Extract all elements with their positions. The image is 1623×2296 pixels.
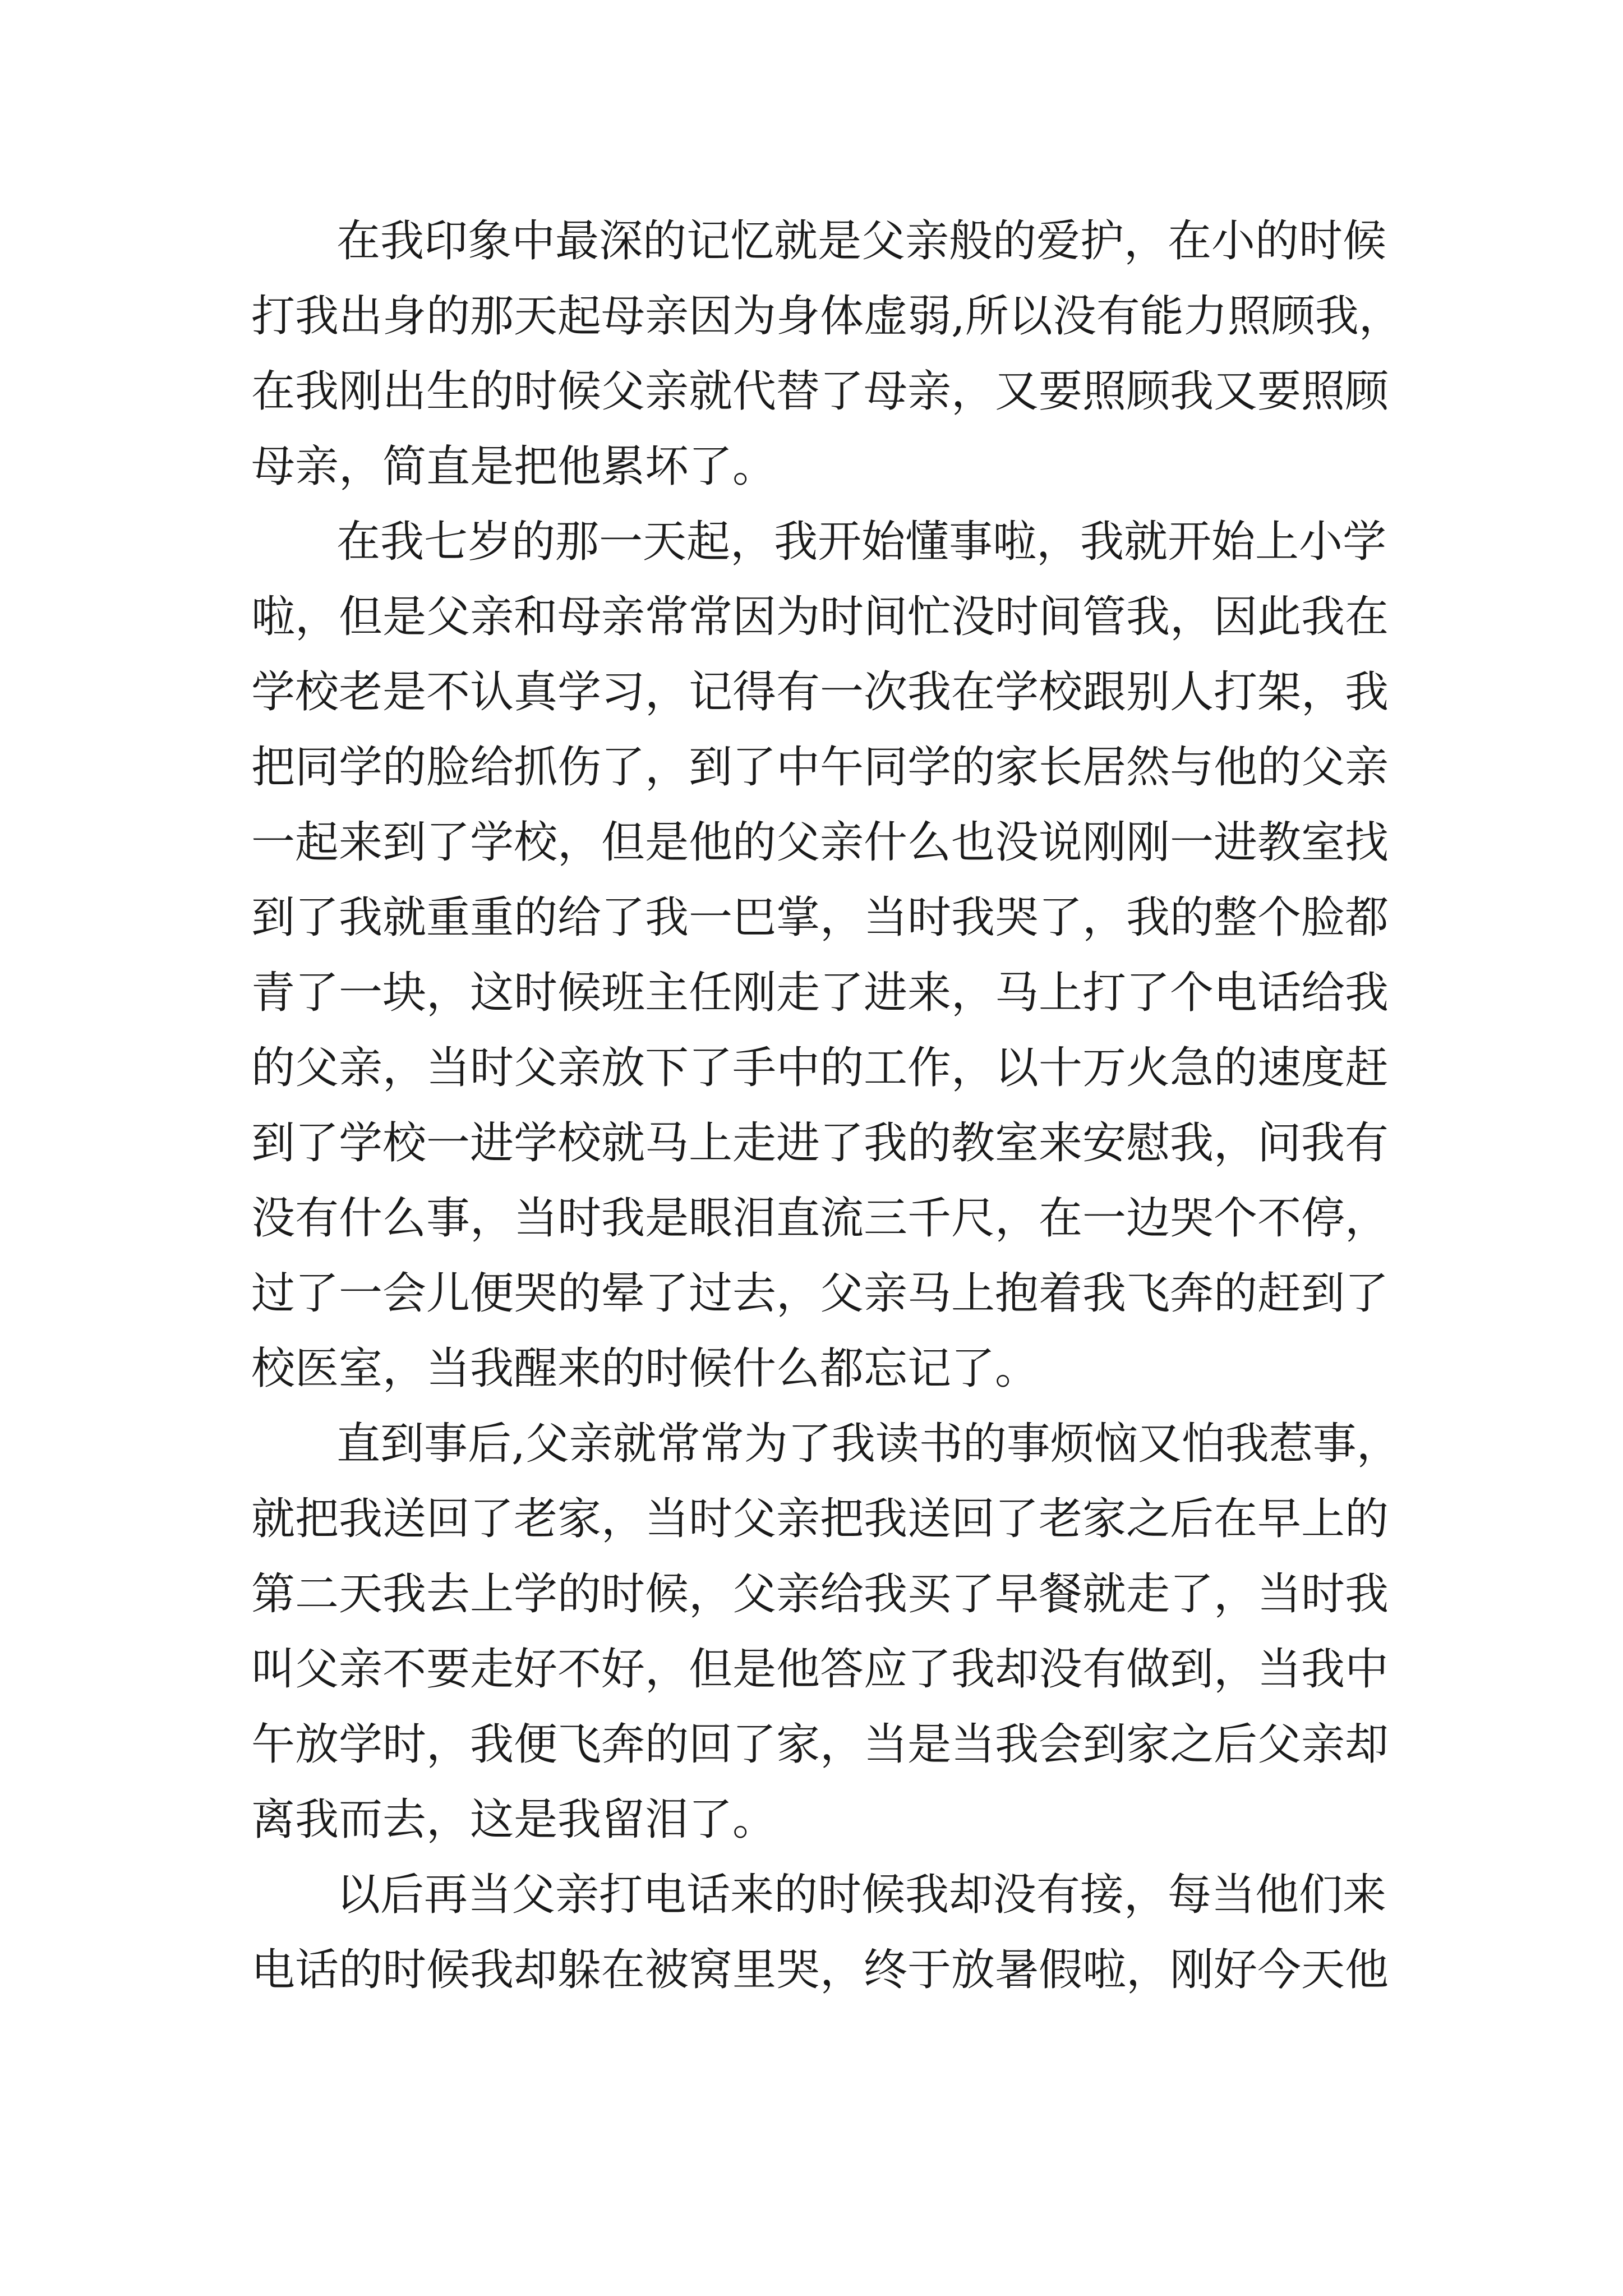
text-line: 青了一块，这时候班主任刚走了进来，马上打了个电话给我 xyxy=(251,968,1389,1018)
text-line: 直到事后,父亲就常常为了我读书的事烦恼又怕我惹事， xyxy=(336,1419,1400,1469)
text-line: 在我七岁的那一天起，我开始懂事啦，我就开始上小学 xyxy=(336,517,1387,567)
text-line: 没有什么事，当时我是眼泪直流三千尺，在一边哭个不停， xyxy=(251,1193,1389,1244)
text-line: 午放学时，我便飞奔的回了家，当是当我会到家之后父亲却 xyxy=(251,1719,1389,1770)
text-line: 第二天我去上学的时候，父亲给我买了早餐就走了，当时我 xyxy=(251,1569,1389,1619)
text-line: 一起来到了学校，但是他的父亲什么也没说刚刚一进教室找 xyxy=(251,817,1389,868)
text-line: 的父亲，当时父亲放下了手中的工作，以十万火急的速度赶 xyxy=(251,1043,1389,1093)
text-line: 校医室，当我醒来的时候什么都忘记了。 xyxy=(251,1343,1039,1394)
text-line: 到了学校一进学校就马上走进了我的教室来安慰我，问我有 xyxy=(251,1118,1389,1168)
text-line: 把同学的脸给抓伤了，到了中午同学的家长居然与他的父亲 xyxy=(251,742,1389,793)
text-line: 啦，但是父亲和母亲常常因为时间忙没时间管我，因此我在 xyxy=(251,592,1389,642)
text-line: 过了一会儿便哭的晕了过去，父亲马上抱着我飞奔的赶到了 xyxy=(251,1268,1389,1319)
text-line: 就把我送回了老家，当时父亲把我送回了老家之后在早上的 xyxy=(251,1494,1389,1544)
text-line: 叫父亲不要走好不好，但是他答应了我却没有做到，当我中 xyxy=(251,1644,1389,1695)
text-line: 离我而去，这是我留泪了。 xyxy=(251,1795,777,1845)
text-line: 以后再当父亲打电话来的时候我却没有接，每当他们来 xyxy=(336,1870,1387,1920)
text-line: 打我出身的那天起母亲因为身体虚弱,所以没有能力照顾我， xyxy=(251,291,1403,342)
text-line: 在我印象中最深的记忆就是父亲般的爱护，在小的时候 xyxy=(336,216,1387,266)
text-line: 在我刚出生的时候父亲就代替了母亲，又要照顾我又要照顾 xyxy=(251,366,1389,417)
text-line: 学校老是不认真学习，记得有一次我在学校跟别人打架，我 xyxy=(251,667,1389,717)
text-line: 到了我就重重的给了我一巴掌，当时我哭了，我的整个脸都 xyxy=(251,892,1389,943)
text-line: 母亲，简直是把他累坏了。 xyxy=(251,441,777,492)
text-line: 电话的时候我却躲在被窝里哭，终于放暑假啦，刚好今天他 xyxy=(251,1945,1389,1995)
